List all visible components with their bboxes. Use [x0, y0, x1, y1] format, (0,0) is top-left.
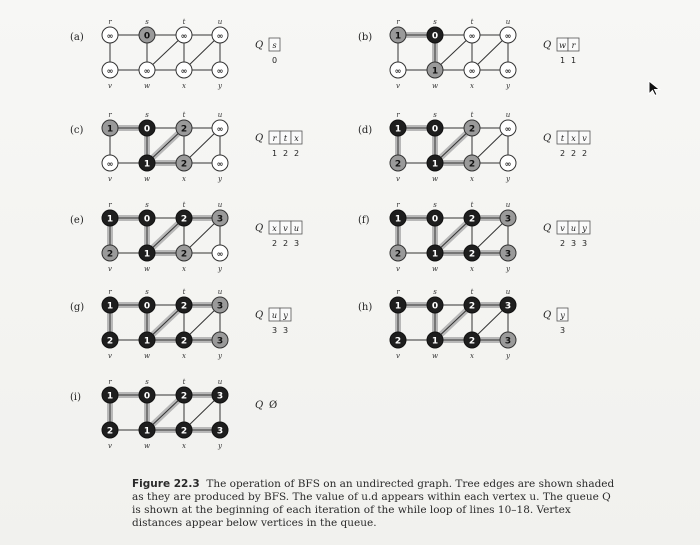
vertex-value-r: 1: [394, 124, 402, 135]
queue-vertex-v: v: [560, 224, 565, 233]
queue-empty: Ø: [269, 400, 278, 411]
vertex-value-r: 1: [106, 124, 114, 135]
queue-distance: 2: [570, 149, 577, 158]
vertex-name-w: w: [144, 175, 150, 183]
vertex-value-t: 2: [468, 214, 476, 225]
queue-vertex-v: v: [582, 134, 587, 143]
panel-label: (e): [70, 215, 84, 226]
vertex-value-s: 0: [143, 31, 151, 42]
vertex-name-v: v: [396, 82, 400, 90]
vertex-name-r: r: [108, 18, 112, 26]
vertex-value-w: 1: [431, 249, 439, 260]
vertex-value-v: ∞: [394, 66, 402, 76]
vertex-value-y: ∞: [216, 66, 224, 76]
vertex-value-u: ∞: [504, 31, 512, 41]
vertex-name-t: t: [182, 288, 186, 296]
panel-d: [358, 111, 590, 183]
queue-distance: 1: [271, 149, 278, 158]
vertex-name-y: y: [506, 352, 510, 360]
queue-vertex-s: s: [272, 41, 277, 50]
vertex-name-r: r: [396, 201, 400, 209]
vertex-name-w: w: [432, 352, 438, 360]
vertex-value-y: 3: [216, 426, 224, 437]
vertex-value-y: 3: [504, 249, 512, 260]
panel-label: (g): [70, 302, 85, 313]
vertex-name-r: r: [396, 111, 400, 119]
vertex-name-v: v: [396, 352, 400, 360]
vertex-value-v: ∞: [106, 159, 114, 169]
vertex-value-v: 2: [394, 336, 402, 347]
queue-vertex-y: y: [283, 311, 288, 320]
vertex-value-t: 2: [180, 124, 188, 135]
vertex-name-v: v: [396, 175, 400, 183]
vertex-name-x: x: [182, 442, 186, 450]
vertex-name-t: t: [182, 378, 186, 386]
vertex-name-s: s: [145, 18, 149, 26]
vertex-name-r: r: [396, 18, 400, 26]
queue-vertex-y: y: [560, 311, 565, 320]
vertex-name-s: s: [145, 201, 149, 209]
vertex-name-u: u: [505, 111, 511, 119]
vertex-name-w: w: [432, 82, 438, 90]
panel-label: (b): [358, 32, 373, 43]
vertex-name-x: x: [470, 352, 474, 360]
panel-label: (c): [70, 125, 84, 136]
vertex-name-w: w: [432, 175, 438, 183]
vertex-value-x: 2: [180, 249, 188, 260]
vertex-name-t: t: [182, 111, 186, 119]
panel-label: (d): [358, 125, 373, 136]
vertex-name-x: x: [182, 352, 186, 360]
vertex-name-x: x: [182, 175, 186, 183]
vertex-value-w: 1: [143, 336, 151, 347]
queue-label: Q: [255, 133, 264, 144]
vertex-name-t: t: [470, 288, 474, 296]
queue-distance: 0: [271, 56, 278, 65]
queue-distance: 2: [293, 149, 300, 158]
vertex-value-t: 2: [180, 214, 188, 225]
vertex-value-w: 1: [143, 426, 151, 437]
vertex-name-t: t: [470, 111, 474, 119]
queue-label: Q: [543, 310, 552, 321]
caption-figure-number: Figure 22.3: [132, 478, 200, 490]
vertex-value-u: 3: [216, 214, 224, 225]
vertex-value-s: 0: [431, 214, 439, 225]
vertex-value-w: 1: [143, 159, 151, 170]
queue-vertex-r: r: [571, 41, 576, 50]
queue-distance: 3: [271, 326, 278, 335]
vertex-value-w: 1: [431, 66, 439, 77]
vertex-value-t: 2: [180, 301, 188, 312]
vertex-value-v: 2: [106, 336, 114, 347]
vertex-value-w: 1: [143, 249, 151, 260]
vertex-value-r: 1: [394, 31, 402, 42]
vertex-value-y: ∞: [216, 249, 224, 259]
panel-label: (h): [358, 302, 373, 313]
vertex-value-w: 1: [431, 159, 439, 170]
vertex-value-u: ∞: [216, 31, 224, 41]
vertex-name-t: t: [470, 18, 474, 26]
vertex-value-t: ∞: [180, 31, 188, 41]
queue-distance: 3: [570, 239, 577, 248]
vertex-value-s: 0: [431, 31, 439, 42]
queue-label: Q: [255, 310, 264, 321]
vertex-name-y: y: [218, 352, 222, 360]
vertex-value-u: ∞: [216, 124, 224, 134]
vertex-name-s: s: [145, 378, 149, 386]
queue-vertex-x: x: [272, 224, 277, 233]
vertex-name-v: v: [108, 442, 112, 450]
vertex-value-w: 1: [431, 336, 439, 347]
vertex-value-t: 2: [468, 124, 476, 135]
vertex-name-t: t: [470, 201, 474, 209]
vertex-name-s: s: [433, 201, 437, 209]
vertex-name-y: y: [506, 82, 510, 90]
vertex-value-u: 3: [504, 301, 512, 312]
vertex-value-u: ∞: [504, 124, 512, 134]
vertex-name-u: u: [217, 18, 223, 26]
vertex-name-t: t: [182, 18, 186, 26]
vertex-name-s: s: [433, 111, 437, 119]
vertex-name-r: r: [108, 201, 112, 209]
vertex-name-x: x: [182, 265, 186, 273]
queue-label: Q: [543, 223, 552, 234]
vertex-value-x: 2: [180, 336, 188, 347]
vertex-value-s: 0: [431, 301, 439, 312]
vertex-name-w: w: [144, 82, 150, 90]
vertex-name-u: u: [505, 18, 511, 26]
panel-label: (i): [70, 392, 82, 403]
vertex-value-v: 2: [106, 249, 114, 260]
vertex-name-x: x: [470, 175, 474, 183]
vertex-name-t: t: [182, 201, 186, 209]
vertex-name-u: u: [217, 378, 223, 386]
vertex-name-w: w: [144, 265, 150, 273]
vertex-value-s: 0: [143, 214, 151, 225]
vertex-value-s: 0: [143, 301, 151, 312]
vertex-value-u: 3: [216, 391, 224, 402]
vertex-value-x: ∞: [180, 66, 188, 76]
queue-label: Q: [255, 400, 264, 411]
vertex-value-s: 0: [431, 124, 439, 135]
vertex-value-s: 0: [143, 124, 151, 135]
vertex-name-u: u: [505, 288, 511, 296]
panel-i: [70, 378, 277, 450]
vertex-name-r: r: [108, 378, 112, 386]
queue-distance: 2: [282, 149, 289, 158]
vertex-value-s: 0: [143, 391, 151, 402]
vertex-value-r: 1: [106, 301, 114, 312]
queue-vertex-u: u: [293, 224, 300, 233]
vertex-name-y: y: [218, 82, 222, 90]
queue-label: Q: [543, 133, 552, 144]
vertex-name-x: x: [182, 82, 186, 90]
vertex-value-y: 3: [504, 336, 512, 347]
vertex-value-y: ∞: [504, 66, 512, 76]
queue-distance: 1: [570, 56, 577, 65]
vertex-value-r: 1: [106, 214, 114, 225]
vertex-name-r: r: [108, 111, 112, 119]
vertex-value-x: ∞: [468, 66, 476, 76]
panel-label: (a): [70, 32, 84, 43]
vertex-name-y: y: [218, 265, 222, 273]
vertex-name-y: y: [218, 442, 222, 450]
queue-distance: 2: [559, 149, 566, 158]
panel-e: [70, 201, 302, 273]
queue-distance: 3: [581, 239, 588, 248]
vertex-name-x: x: [470, 265, 474, 273]
vertex-value-r: 1: [106, 391, 114, 402]
panel-a: [70, 18, 280, 90]
vertex-value-v: 2: [394, 159, 402, 170]
panel-label: (f): [358, 215, 370, 226]
queue-distance: 3: [282, 326, 289, 335]
vertex-name-y: y: [506, 175, 510, 183]
vertex-name-w: w: [144, 442, 150, 450]
vertex-name-v: v: [108, 82, 112, 90]
queue-vertex-w: w: [559, 41, 566, 50]
vertex-name-s: s: [433, 18, 437, 26]
queue-vertex-t: t: [283, 134, 288, 143]
vertex-value-x: 2: [180, 426, 188, 437]
queue-vertex-v: v: [283, 224, 288, 233]
vertex-value-t: 2: [468, 301, 476, 312]
vertex-value-r: ∞: [106, 31, 114, 41]
queue-vertex-u: u: [271, 311, 278, 320]
vertex-value-u: 3: [216, 301, 224, 312]
queue-vertex-r: r: [272, 134, 277, 143]
vertex-name-r: r: [396, 288, 400, 296]
queue-label: Q: [255, 223, 264, 234]
vertex-name-w: w: [144, 352, 150, 360]
queue-label: Q: [543, 40, 552, 51]
panel-h: [358, 288, 568, 360]
vertex-name-y: y: [218, 175, 222, 183]
vertex-value-t: 2: [180, 391, 188, 402]
vertex-name-u: u: [505, 201, 511, 209]
vertex-value-y: ∞: [216, 159, 224, 169]
panel-b: [358, 18, 579, 90]
queue-vertex-x: x: [571, 134, 576, 143]
queue-distance: 2: [271, 239, 278, 248]
panel-c: [70, 111, 302, 183]
vertex-value-t: ∞: [468, 31, 476, 41]
queue-distance: 3: [559, 326, 566, 335]
vertex-value-y: 3: [216, 336, 224, 347]
vertex-value-x: 2: [468, 249, 476, 260]
vertex-name-s: s: [145, 288, 149, 296]
vertex-name-r: r: [108, 288, 112, 296]
vertex-name-s: s: [145, 111, 149, 119]
figure-caption: [132, 478, 620, 530]
queue-vertex-u: u: [570, 224, 577, 233]
queue-label: Q: [255, 40, 264, 51]
vertex-value-x: 2: [468, 159, 476, 170]
queue-distance: 2: [559, 239, 566, 248]
vertex-value-y: ∞: [504, 159, 512, 169]
vertex-value-v: 2: [394, 249, 402, 260]
queue-distance: 2: [282, 239, 289, 248]
vertex-name-u: u: [217, 111, 223, 119]
vertex-value-v: 2: [106, 426, 114, 437]
queue-vertex-x: x: [294, 134, 299, 143]
vertex-name-v: v: [108, 265, 112, 273]
vertex-value-v: ∞: [106, 66, 114, 76]
vertex-name-x: x: [470, 82, 474, 90]
vertex-value-r: 1: [394, 301, 402, 312]
vertex-name-u: u: [217, 201, 223, 209]
vertex-value-w: ∞: [143, 66, 151, 76]
vertex-name-u: u: [217, 288, 223, 296]
vertex-value-x: 2: [180, 159, 188, 170]
vertex-name-v: v: [396, 265, 400, 273]
queue-distance: 1: [559, 56, 566, 65]
panel-g: [70, 288, 291, 360]
vertex-name-s: s: [433, 288, 437, 296]
vertex-value-u: 3: [504, 214, 512, 225]
queue-distance: 3: [293, 239, 300, 248]
vertex-name-v: v: [108, 175, 112, 183]
vertex-value-x: 2: [468, 336, 476, 347]
vertex-name-w: w: [432, 265, 438, 273]
queue-vertex-y: y: [582, 224, 587, 233]
vertex-name-v: v: [108, 352, 112, 360]
vertex-value-r: 1: [394, 214, 402, 225]
queue-vertex-t: t: [560, 134, 565, 143]
caption-text: The operation of BFS on an undirected graph. Tree edges are shown shaded as they are produced by BFS. The value of u.d appears within each vertex u. The queue Q is shown at the beginning of each iteration of the while loop of lines 10–18. Vertex distances appear below vertices in the queue.: [132, 478, 615, 529]
panel-f: [358, 201, 590, 273]
queue-distance: 2: [581, 149, 588, 158]
vertex-name-y: y: [506, 265, 510, 273]
